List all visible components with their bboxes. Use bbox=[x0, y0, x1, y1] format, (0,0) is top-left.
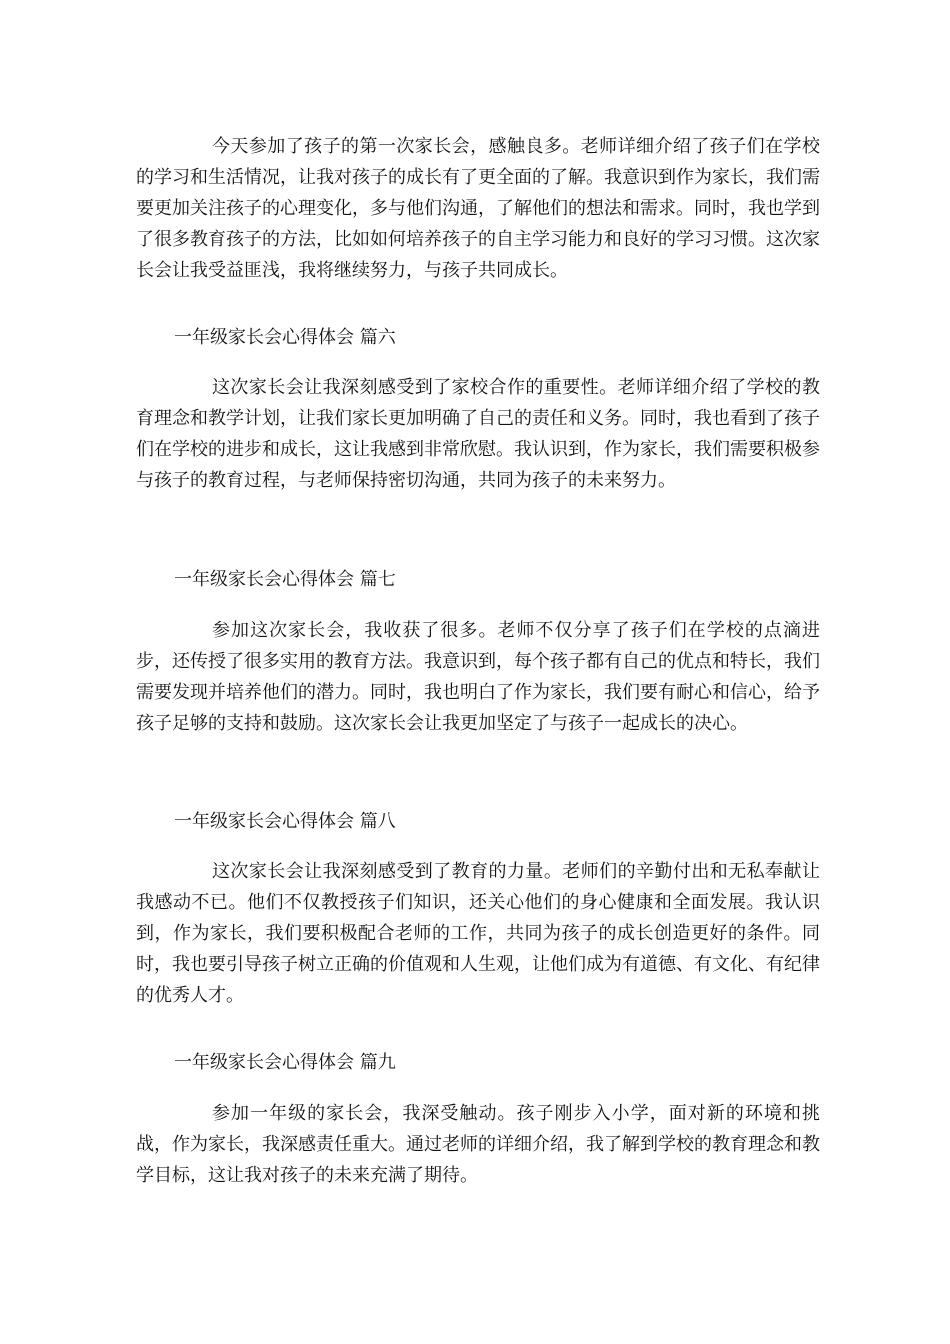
section-heading-9: 一年级家长会心得体会 篇九 bbox=[174, 1052, 396, 1073]
section-heading-6: 一年级家长会心得体会 篇六 bbox=[174, 327, 396, 348]
paragraph-section-9: 参加一年级的家长会，我深受触动。孩子刚步入小学，面对新的环境和挑战，作为家长，我深感责任重大。通过老师的详细介绍，我了解到学校的教育理念和教学目标，这让我对孩子的未来充满了期待。 bbox=[136, 1103, 820, 1186]
paragraph-intro: 今天参加了孩子的第一次家长会，感触良多。老师详细介绍了孩子们在学校的学习和生活情况，让我对孩子的成长有了更全面的了解。我意识到作为家长，我们需要更加关注孩子的心理变化，多与他们沟通，了解他们的想法和需求。同时，我也学到了很多教育孩子的方法，比如如何培养孩子的自主学习能力和良好的学习习惯。这次家长会让我受益匪浅，我将继续努力，与孩子共同成长。 bbox=[136, 136, 820, 281]
section-heading-8: 一年级家长会心得体会 篇八 bbox=[174, 811, 396, 832]
paragraph-section-7: 参加这次家长会，我收获了很多。老师不仅分享了孩子们在学校的点滴进步，还传授了很多实用的教育方法。我意识到，每个孩子都有自己的优点和特长，我们需要发现并培养他们的潜力。同时，我也明白了作为家长，我们要有耐心和信心，给予孩子足够的支持和鼓励。这次家长会让我更加坚定了与孩子一起成长的决心。 bbox=[136, 620, 820, 734]
section-heading-7: 一年级家长会心得体会 篇七 bbox=[174, 569, 396, 590]
paragraph-section-8: 这次家长会让我深刻感受到了教育的力量。老师们的辛勤付出和无私奉献让我感动不已。他们不仅教授孩子们知识，还关心他们的身心健康和全面发展。我认识到，作为家长，我们要积极配合老师的工作，共同为孩子的成长创造更好的条件。同时，我也要引导孩子树立正确的价值观和人生观，让他们成为有道德、有文化、有纪律的优秀人才。 bbox=[136, 861, 820, 1006]
paragraph-section-6: 这次家长会让我深刻感受到了家校合作的重要性。老师详细介绍了学校的教育理念和教学计划，让我们家长更加明确了自己的责任和义务。同时，我也看到了孩子们在学校的进步和成长，这让我感到非常欣慰。我认识到，作为家长，我们需要积极参与孩子的教育过程，与老师保持密切沟通，共同为孩子的未来努力。 bbox=[136, 377, 820, 491]
